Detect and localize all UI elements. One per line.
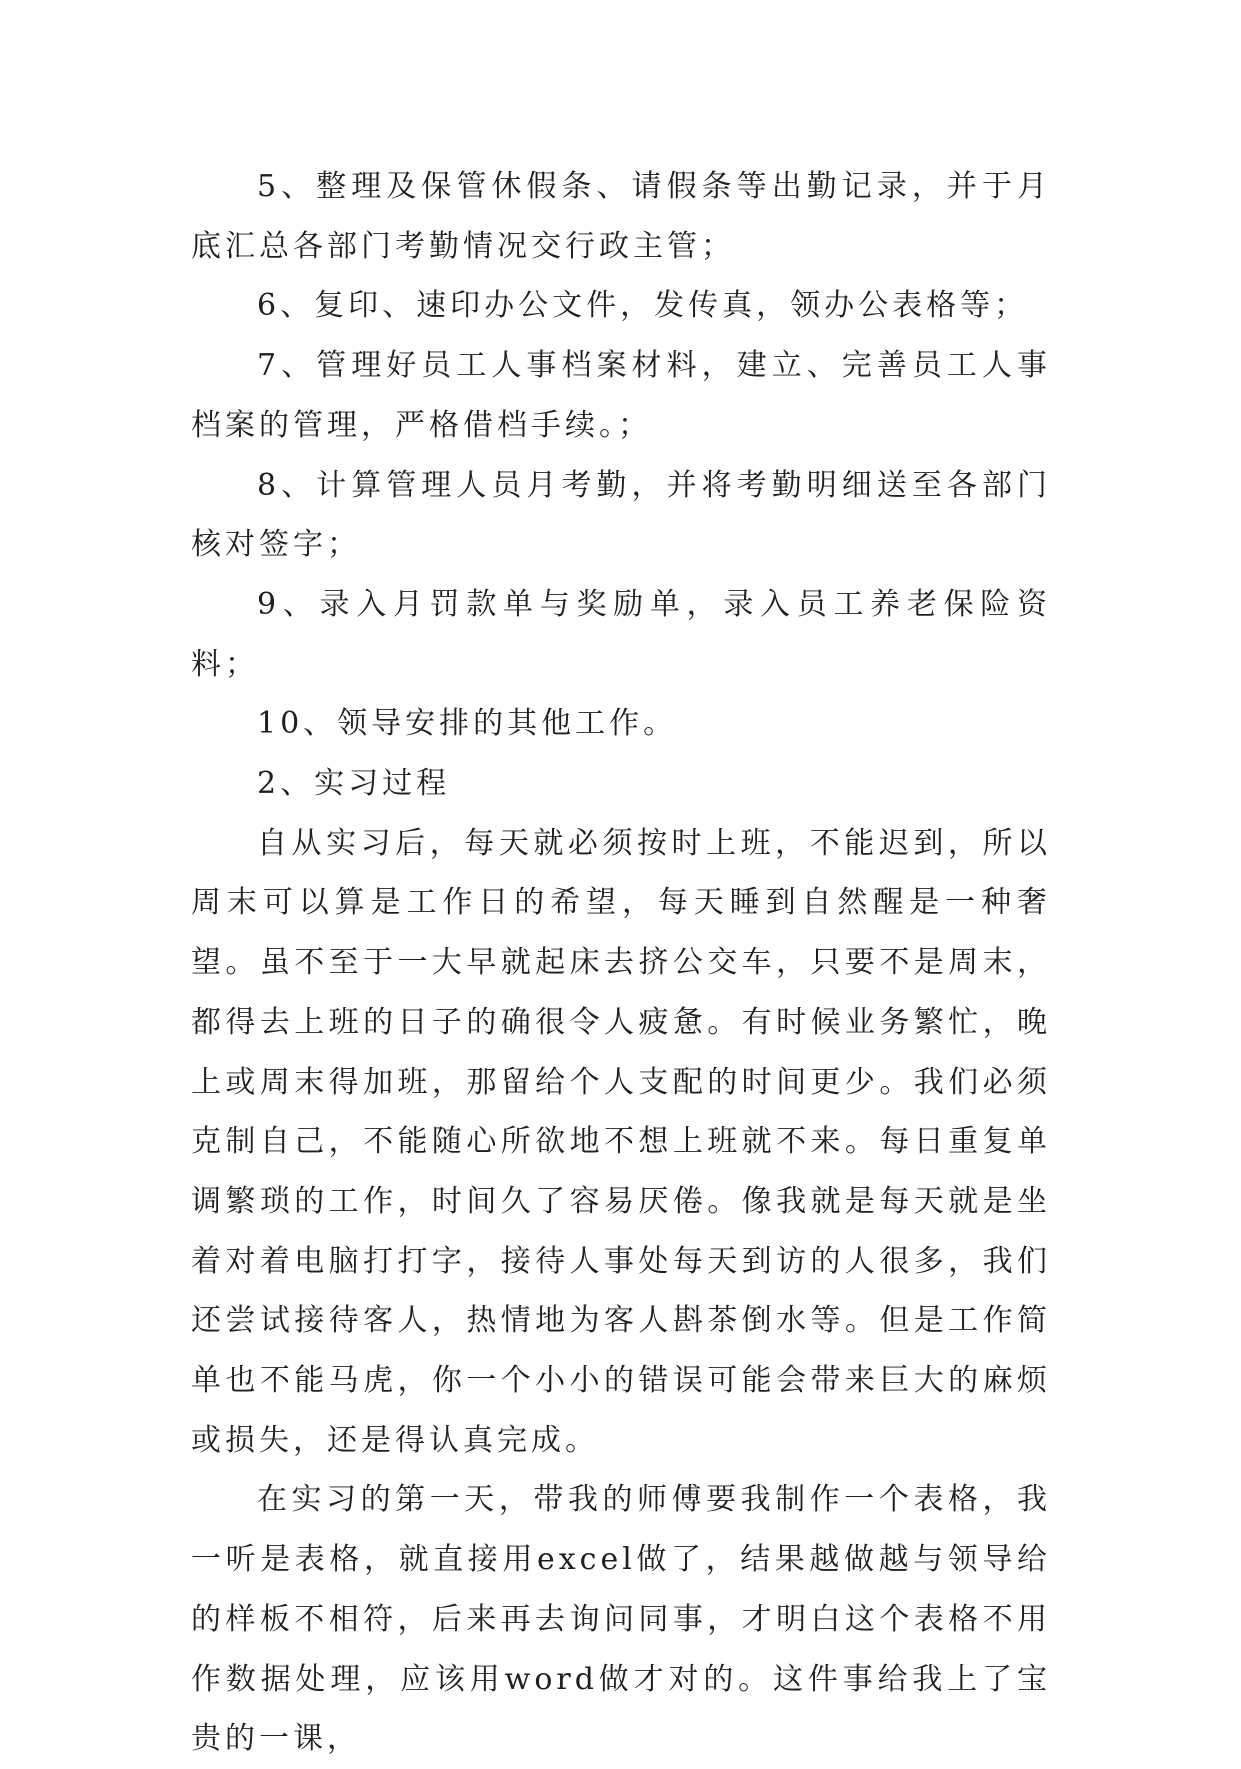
paragraph-item-9: 9、录入月罚款单与奖励单，录入员工养老保险资料；	[191, 586, 1051, 682]
paragraph-item-5: 5、整理及保管休假条、请假条等出勤记录，并于月底汇总各部门考勤情况交行政主管；	[191, 169, 1051, 264]
paragraph-item-6: 6、复印、速印办公文件，发传真，领办公表格等；	[257, 288, 1029, 324]
section-heading-internship-process: 2、实习过程	[257, 766, 451, 802]
paragraph-item-10: 10、领导安排的其他工作。	[257, 706, 678, 742]
paragraph-body-2: 在实习的第一天，带我的师傅要我制作一个表格，我一听是表格，就直接用excel做了，结果越做越与领导给的样板不相符，后来再去询问同事，才明白这个表格不用作数据处理，应该用word做才对的。这件事给我上了宝贵的一课，	[191, 1482, 1051, 1757]
paragraph-body-1: 自从实习后，每天就必须按时上班，不能迟到，所以周末可以算是工作日的希望，每天睡到自然醒是一种奢望。虽不至于一大早就起床去挤公交车，只要不是周末，都得去上班的日子的确很令人疲惫。有时候业务繁忙，晚上或周末得加班，那留给个人支配的时间更少。我们必须克制自己，不能随心所欲地不想上班就不来。每日重复单调繁琐的工作，时间久了容易厌倦。像我就是每天就是坐着对着电脑打打字，接待人事处每天到访的人很多，我们还尝试接待客人，热情地为客人斟茶倒水等。但是工作简单也不能马虎，你一个小小的错误可能会带来巨大的麻烦或损失，还是得认真完成。	[191, 825, 1051, 1458]
paragraph-item-7: 7、管理好员工人事档案材料，建立、完善员工人事档案的管理，严格借档手续。；	[191, 348, 1051, 443]
document-body	[191, 157, 1051, 1769]
paragraph-item-8: 8、计算管理人员月考勤，并将考勤明细送至各部门核对签字；	[191, 467, 1051, 563]
